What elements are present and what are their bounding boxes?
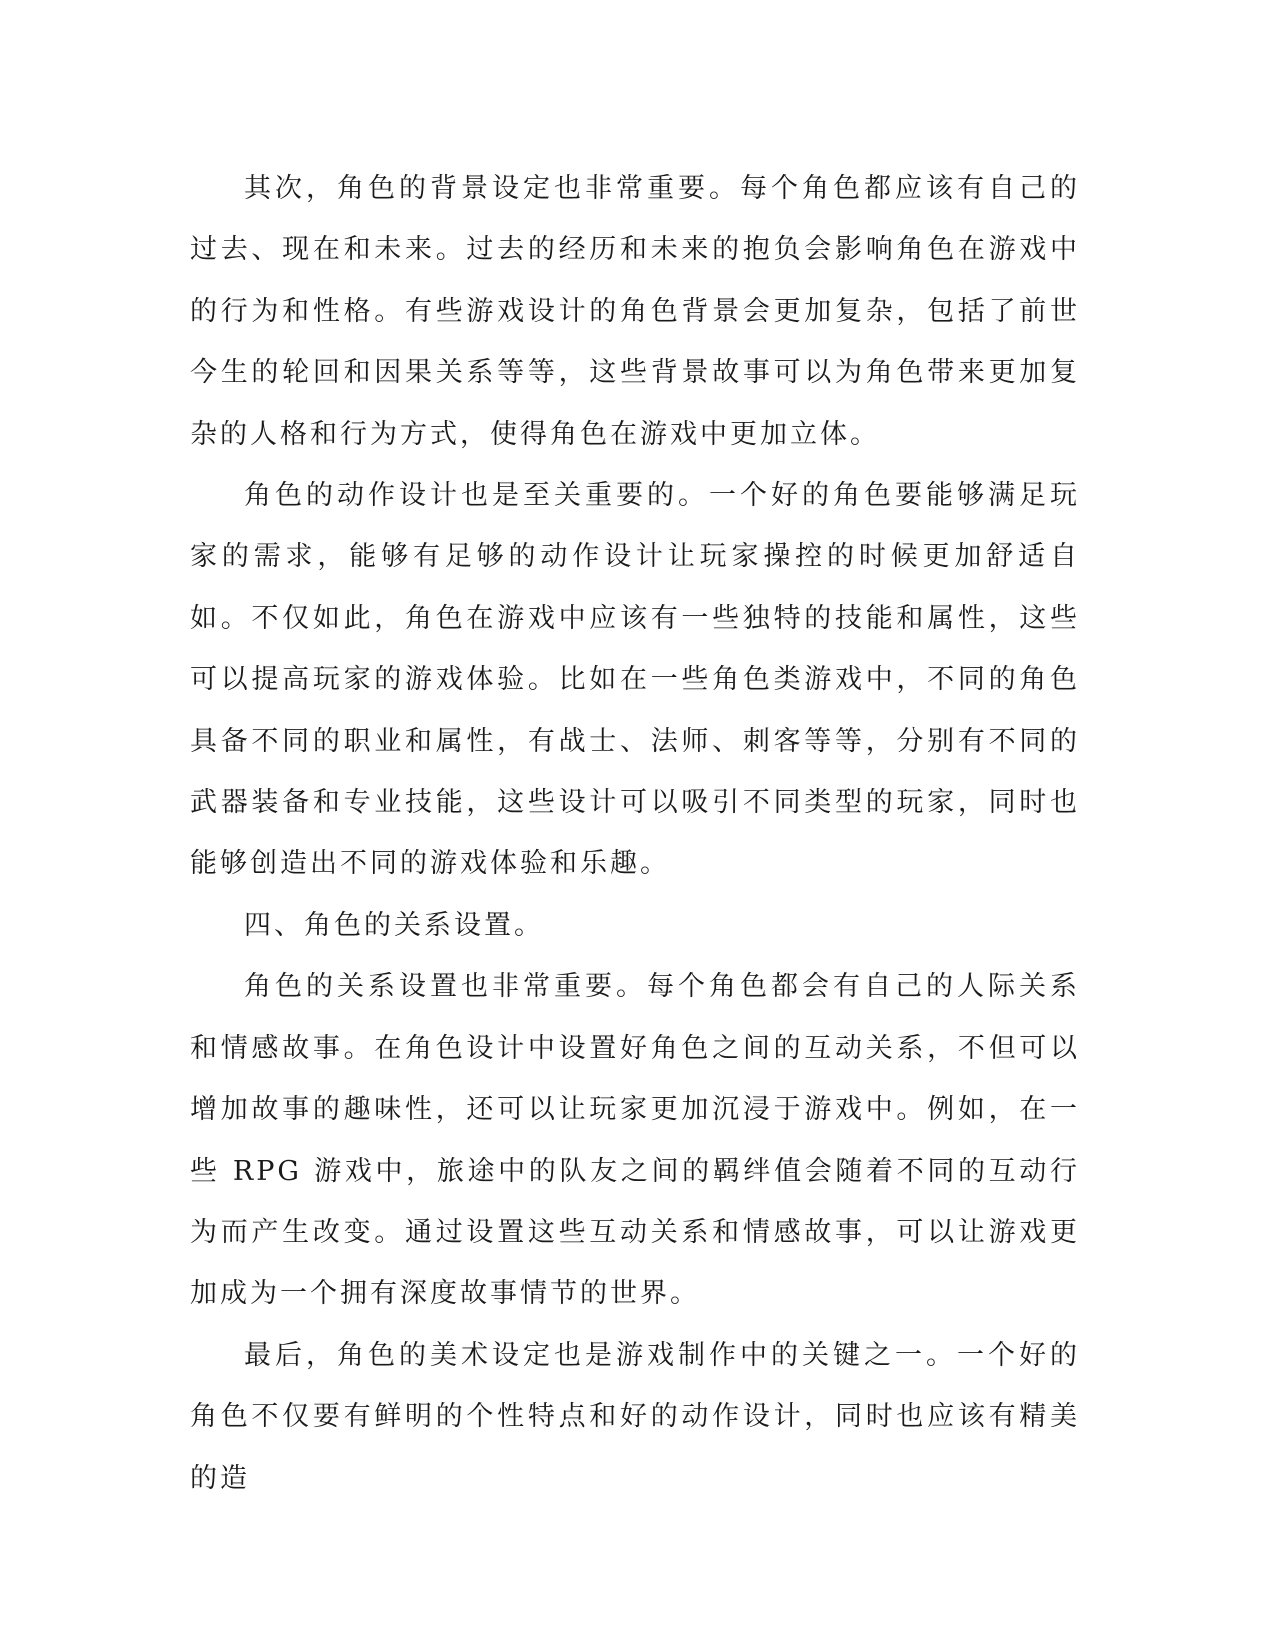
section-heading-relationships: 四、角色的关系设置。 (244, 909, 544, 941)
paragraph-character-art: 最后，角色的美术设定也是游戏制作中的关键之一。一个好的角色不仅要有鲜明的个性特点和好的动作设计，同时也应该有精美的造 (190, 1339, 1080, 1494)
document-body (190, 158, 1080, 1509)
paragraph-character-actions: 角色的动作设计也是至关重要的。一个好的角色要能够满足玩家的需求，能够有足够的动作设计让玩家操控的时候更加舒适自如。不仅如此，角色在游戏中应该有一些独特的技能和属性，这些可以提高玩家的游戏体验。比如在一些角色类游戏中，不同的角色具备不同的职业和属性，有战士、法师、刺客等等，分别有不同的武器装备和专业技能，这些设计可以吸引不同类型的玩家，同时也能够创造出不同的游戏体验和乐趣。 (190, 480, 1080, 880)
paragraph-character-background: 其次，角色的背景设定也非常重要。每个角色都应该有自己的过去、现在和未来。过去的经历和未来的抱负会影响角色在游戏中的行为和性格。有些游戏设计的角色背景会更加复杂，包括了前世今生的轮回和因果关系等等，这些背景故事可以为角色带来更加复杂的人格和行为方式，使得角色在游戏中更加立体。 (190, 173, 1080, 450)
paragraph-character-relationships: 角色的关系设置也非常重要。每个角色都会有自己的人际关系和情感故事。在角色设计中设置好角色之间的互动关系，不但可以增加故事的趣味性，还可以让玩家更加沉浸于游戏中。例如，在一些 RPG 游戏中，旅途中的队友之间的羁绊值会随着不同的互动行为而产生改变。通过设置这些互动关系和情感故事，可以让游戏更加成为一个拥有深度故事情节的世界。 (190, 971, 1080, 1310)
